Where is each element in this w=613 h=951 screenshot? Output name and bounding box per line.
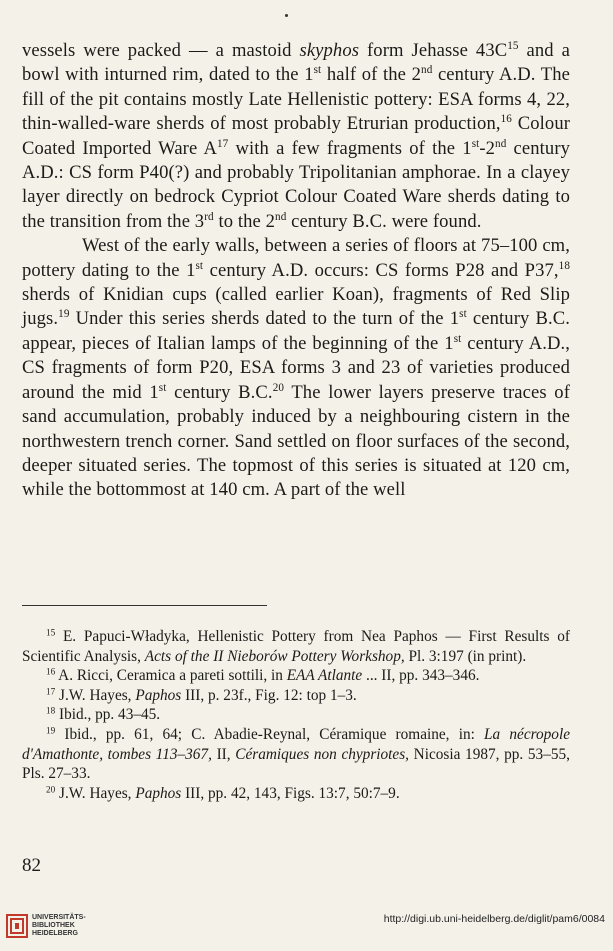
paragraph-2: West of the early walls, between a series of floors at 75–100 cm, pottery dating to the 1st century A.D. occurs: CS forms P28 and P37,18 sherds of Knidian cups (called earlier Koan), fragments of Red Slip jugs.$^{19}$ Under this series sherds dated to the turn of the 1st century B.C. appear, pieces of Italian lamps of the beginning of the 1st century A.D., CS fragments of form P20, ESA forms 3 and 23 of varieties produced around the mid 1st century B.C.$^{20}$ The lower layers preserve traces of sand accumulation, probably induced by a neighbouring cistern in the northwestern trench corner. Sand settled on floor surfaces of the second, deeper situated series. The topmost of this series is situated at 120 cm, while the bottommost at 140 cm. A part of the well (22, 235, 571, 501)
paragraph-1: vessels were packed — a mastoid skyphos form Jehasse $43C^{15}$ and a bowl with inturned rim, dated to the 1st half of the 2nd century A.D. The fill of the pit contains mostly Late Hellenistic pottery: ESA forms 4, 22, thin-walled-ware sherds of most probably Etrurian production,$^{16}$ Colour Coated Imported Ware $A^{17}$ with a few fragments of the 1st-2nd century A.D.: CS form P40(?) and probably Tripolitanian amphorae. In a clayey layer directly on bedrock Cypriot Colour Coated Ware sherds dating to the transition from the 3rd to the 2nd century B.C. were found. (22, 40, 571, 232)
source-url-link[interactable]: http://digi.ub.uni-heidelberg.de/diglit/pam6/0084 (383, 913, 605, 925)
footnote-17: $^{17}$ J.W. Hayes, Paphos III, p. 23f., Fig. 12: top 1–3. (46, 686, 357, 704)
footnote-ref-19[interactable]: 19 (58, 308, 70, 321)
scan-speck (285, 14, 288, 17)
library-name: UNIVERSITÄTS- BIBLIOTHEK HEIDELBERG (32, 914, 86, 937)
university-library-logo-icon (6, 914, 28, 938)
footnote-18: $^{18}$ Ibid., pp. 43–45. (46, 705, 161, 724)
footnote-ref-17[interactable]: 17 (216, 137, 229, 150)
footnote-19: $^{19}$ Ibid., pp. 61, 64; C. Abadie-Reynal, Céramique romaine, in: La nécropole d'Amathonte, tombes 113–367, II, Céramiques non chypriotes, Nicosia 1987, pp. 53–55, Pls. 27–33. (22, 725, 570, 783)
footnote-ref-18[interactable]: 18 (558, 259, 570, 272)
page-number: 82 (22, 855, 41, 876)
main-text (22, 39, 570, 503)
footnote-16: $^{16}$ A. Ricci, Ceramica a pareti sottili, in EAA Atlante ... II, pp. 343–346. (46, 666, 480, 685)
digitization-footer (0, 905, 613, 951)
footnote-ref-20[interactable]: 20 (272, 381, 285, 394)
footnotes (22, 627, 570, 803)
footnote-divider (22, 605, 267, 606)
footnote-ref-16[interactable]: 16 (500, 113, 512, 126)
footnote-ref-15[interactable]: 15 (507, 40, 519, 53)
footnote-20: $^{20}$ J.W. Hayes, Paphos III, pp. 42, 143, Figs. 13:7, 50:7–9. (46, 784, 400, 802)
footnote-15: $^{15}$ E. Papuci-Władyka, Hellenistic Pottery from Nea Paphos — First Results of Scientific Analysis, Acts of the II Nieborów Pottery Workshop, Pl. 3:197 (in print). (22, 627, 570, 665)
